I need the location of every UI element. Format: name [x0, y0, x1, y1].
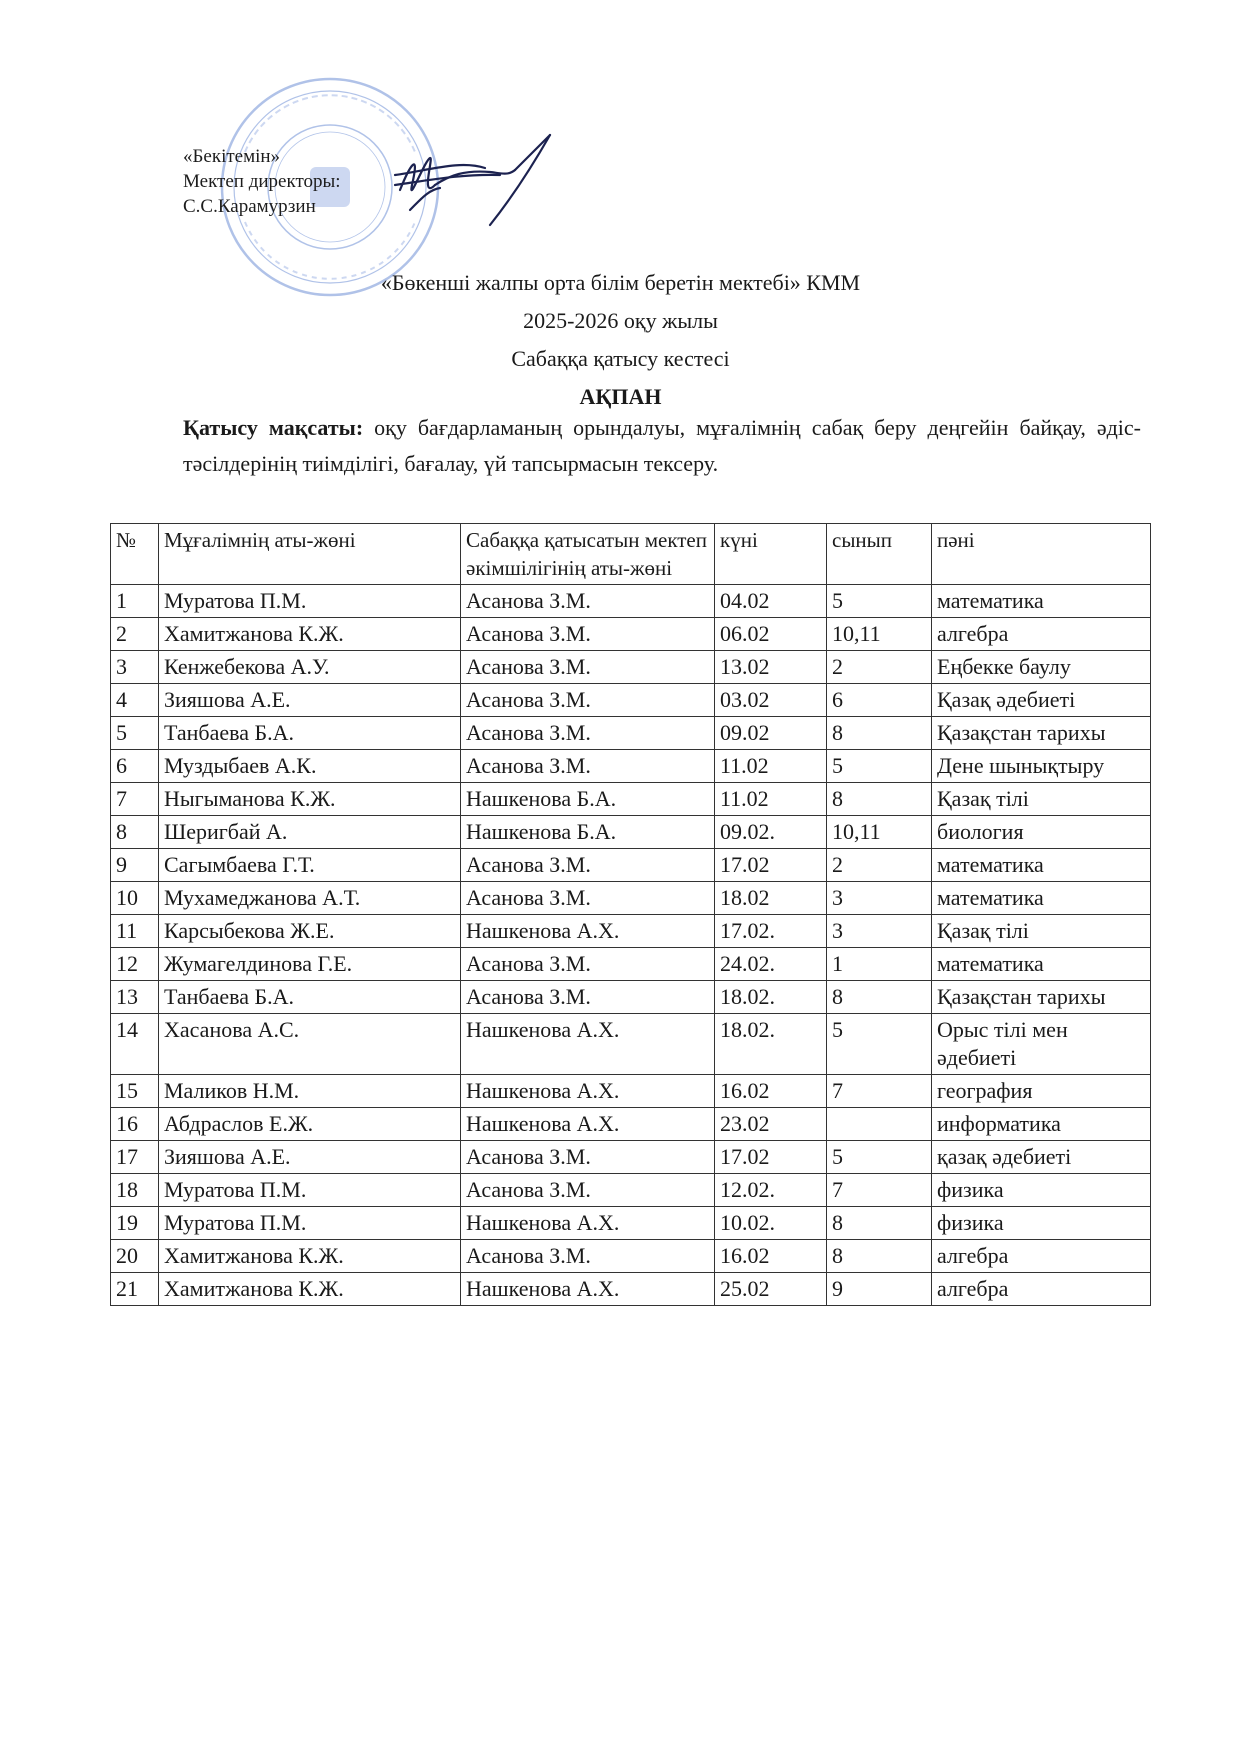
- table-row: [111, 915, 1151, 948]
- cell-subject: Қазақ тілі: [932, 783, 1151, 816]
- table-row: [111, 1014, 1151, 1075]
- cell-admin: Нашкенова А.Х.: [461, 1273, 715, 1306]
- cell-subject: Орыс тілі мен әдебиеті: [932, 1014, 1151, 1075]
- cell-teacher: Хасанова А.С.: [159, 1014, 461, 1075]
- cell-date: 06.02: [715, 618, 827, 651]
- cell-num: 12: [111, 948, 159, 981]
- cell-date: 25.02: [715, 1273, 827, 1306]
- cell-admin: Асанова З.М.: [461, 717, 715, 750]
- cell-teacher: Хамитжанова К.Ж.: [159, 1240, 461, 1273]
- cell-class: 6: [827, 684, 932, 717]
- table-row: [111, 1240, 1151, 1273]
- cell-class: 10,11: [827, 816, 932, 849]
- cell-class: 5: [827, 750, 932, 783]
- cell-class: [827, 1108, 932, 1141]
- cell-subject: қазақ әдебиеті: [932, 1141, 1151, 1174]
- cell-teacher: Муздыбаев А.К.: [159, 750, 461, 783]
- cell-class: 7: [827, 1174, 932, 1207]
- cell-admin: Асанова З.М.: [461, 1240, 715, 1273]
- cell-date: 23.02: [715, 1108, 827, 1141]
- cell-num: 7: [111, 783, 159, 816]
- cell-num: 20: [111, 1240, 159, 1273]
- cell-class: 3: [827, 915, 932, 948]
- cell-num: 11: [111, 915, 159, 948]
- cell-admin: Асанова З.М.: [461, 684, 715, 717]
- cell-subject: Еңбекке баулу: [932, 651, 1151, 684]
- table-row: [111, 585, 1151, 618]
- cell-num: 16: [111, 1108, 159, 1141]
- cell-num: 21: [111, 1273, 159, 1306]
- table-row: [111, 1174, 1151, 1207]
- approval-director-name: С.С.Карамурзин: [183, 196, 316, 217]
- header-num: №: [111, 524, 159, 585]
- cell-subject: биология: [932, 816, 1151, 849]
- table-row: [111, 651, 1151, 684]
- cell-class: 8: [827, 1207, 932, 1240]
- cell-date: 16.02: [715, 1075, 827, 1108]
- cell-admin: Асанова З.М.: [461, 585, 715, 618]
- table-row: [111, 1075, 1151, 1108]
- cell-admin: Асанова З.М.: [461, 1141, 715, 1174]
- table-row: [111, 783, 1151, 816]
- cell-num: 9: [111, 849, 159, 882]
- cell-class: 8: [827, 717, 932, 750]
- cell-date: 16.02: [715, 1240, 827, 1273]
- cell-teacher: Муратова П.М.: [159, 585, 461, 618]
- table-row: [111, 849, 1151, 882]
- cell-admin: Нашкенова А.Х.: [461, 1014, 715, 1075]
- cell-date: 10.02.: [715, 1207, 827, 1240]
- cell-teacher: Шеригбай А.: [159, 816, 461, 849]
- approval-position: Мектеп директоры:: [183, 171, 341, 192]
- cell-subject: география: [932, 1075, 1151, 1108]
- cell-date: 11.02: [715, 783, 827, 816]
- cell-num: 18: [111, 1174, 159, 1207]
- cell-admin: Асанова З.М.: [461, 849, 715, 882]
- table-row: [111, 1108, 1151, 1141]
- table-row: [111, 618, 1151, 651]
- cell-class: 2: [827, 849, 932, 882]
- schedule-table: [110, 523, 1151, 1306]
- cell-subject: Қазақстан тарихы: [932, 981, 1151, 1014]
- cell-num: 17: [111, 1141, 159, 1174]
- cell-teacher: Маликов Н.М.: [159, 1075, 461, 1108]
- cell-admin: Асанова З.М.: [461, 1174, 715, 1207]
- cell-subject: алгебра: [932, 618, 1151, 651]
- cell-admin: Нашкенова А.Х.: [461, 1075, 715, 1108]
- cell-teacher: Ныгыманова К.Ж.: [159, 783, 461, 816]
- purpose-paragraph: [183, 410, 1141, 482]
- cell-subject: математика: [932, 849, 1151, 882]
- cell-date: 24.02.: [715, 948, 827, 981]
- cell-admin: Нашкенова Б.А.: [461, 816, 715, 849]
- cell-num: 1: [111, 585, 159, 618]
- table-row: [111, 882, 1151, 915]
- organization-name: «Бөкенші жалпы орта білім беретін мектебі» КММ: [380, 270, 861, 295]
- table-row: [111, 948, 1151, 981]
- purpose-text: оқу бағдарламаның орындалуы, мұғалімнің сабақ беру деңгейін байқау, әдіс-тәсілдерінің тиімділігі, бағалау, үй тапсырмасын тексеру.: [183, 415, 1141, 476]
- cell-date: 11.02: [715, 750, 827, 783]
- table-row: [111, 717, 1151, 750]
- director-signature: [390, 130, 580, 240]
- cell-date: 17.02: [715, 849, 827, 882]
- cell-date: 18.02: [715, 882, 827, 915]
- table-row: [111, 1141, 1151, 1174]
- cell-admin: Асанова З.М.: [461, 948, 715, 981]
- table-row: [111, 1207, 1151, 1240]
- cell-subject: математика: [932, 948, 1151, 981]
- cell-subject: Қазақ тілі: [932, 915, 1151, 948]
- cell-num: 4: [111, 684, 159, 717]
- table-row: [111, 1273, 1151, 1306]
- cell-num: 2: [111, 618, 159, 651]
- cell-admin: Асанова З.М.: [461, 981, 715, 1014]
- cell-num: 3: [111, 651, 159, 684]
- cell-date: 17.02: [715, 1141, 827, 1174]
- month-title: АҚПАН: [579, 384, 662, 409]
- table-header-row: [111, 524, 1151, 585]
- cell-admin: Асанова З.М.: [461, 651, 715, 684]
- cell-date: 03.02: [715, 684, 827, 717]
- document-title: Сабаққа қатысу кестесі: [511, 346, 730, 371]
- cell-subject: математика: [932, 585, 1151, 618]
- cell-teacher: Муратова П.М.: [159, 1207, 461, 1240]
- cell-date: 18.02.: [715, 981, 827, 1014]
- cell-date: 17.02.: [715, 915, 827, 948]
- cell-num: 10: [111, 882, 159, 915]
- cell-num: 13: [111, 981, 159, 1014]
- cell-admin: Асанова З.М.: [461, 618, 715, 651]
- academic-year: 2025-2026 оқу жылы: [523, 308, 718, 333]
- cell-teacher: Мухамеджанова А.Т.: [159, 882, 461, 915]
- table-row: [111, 684, 1151, 717]
- cell-class: 1: [827, 948, 932, 981]
- cell-subject: информатика: [932, 1108, 1151, 1141]
- cell-date: 13.02: [715, 651, 827, 684]
- cell-num: 15: [111, 1075, 159, 1108]
- approval-line: «Бекітемін»: [183, 146, 281, 167]
- header-date: күні: [715, 524, 827, 585]
- cell-date: 12.02.: [715, 1174, 827, 1207]
- cell-teacher: Карсыбекова Ж.Е.: [159, 915, 461, 948]
- cell-num: 8: [111, 816, 159, 849]
- cell-num: 14: [111, 1014, 159, 1075]
- cell-admin: Нашкенова Б.А.: [461, 783, 715, 816]
- cell-subject: физика: [932, 1174, 1151, 1207]
- cell-class: 8: [827, 1240, 932, 1273]
- cell-teacher: Муратова П.М.: [159, 1174, 461, 1207]
- cell-class: 3: [827, 882, 932, 915]
- cell-subject: алгебра: [932, 1240, 1151, 1273]
- cell-date: 04.02: [715, 585, 827, 618]
- cell-teacher: Хамитжанова К.Ж.: [159, 618, 461, 651]
- cell-admin: Асанова З.М.: [461, 882, 715, 915]
- cell-teacher: Танбаева Б.А.: [159, 717, 461, 750]
- cell-class: 7: [827, 1075, 932, 1108]
- cell-subject: физика: [932, 1207, 1151, 1240]
- header-admin: Сабаққа қатысатын мектеп әкімшілігінің аты-жөні: [461, 524, 715, 585]
- cell-admin: Нашкенова А.Х.: [461, 1207, 715, 1240]
- cell-teacher: Зияшова А.Е.: [159, 1141, 461, 1174]
- table-row: [111, 750, 1151, 783]
- cell-admin: Асанова З.М.: [461, 750, 715, 783]
- cell-subject: Қазақстан тарихы: [932, 717, 1151, 750]
- cell-class: 8: [827, 783, 932, 816]
- cell-teacher: Кенжебекова А.У.: [159, 651, 461, 684]
- table-row: [111, 816, 1151, 849]
- cell-admin: Нашкенова А.Х.: [461, 1108, 715, 1141]
- cell-teacher: Зияшова А.Е.: [159, 684, 461, 717]
- cell-teacher: Абдраслов Е.Ж.: [159, 1108, 461, 1141]
- cell-class: 9: [827, 1273, 932, 1306]
- table-row: [111, 981, 1151, 1014]
- approval-block: [183, 144, 341, 219]
- cell-teacher: Сагымбаева Г.Т.: [159, 849, 461, 882]
- header-subject: пәні: [932, 524, 1151, 585]
- cell-date: 18.02.: [715, 1014, 827, 1075]
- cell-date: 09.02.: [715, 816, 827, 849]
- header-teacher: Мұғалімнің аты-жөні: [159, 524, 461, 585]
- cell-admin: Нашкенова А.Х.: [461, 915, 715, 948]
- cell-subject: математика: [932, 882, 1151, 915]
- cell-subject: алгебра: [932, 1273, 1151, 1306]
- purpose-label: Қатысу мақсаты:: [183, 415, 364, 440]
- cell-num: 5: [111, 717, 159, 750]
- cell-subject: Қазақ әдебиеті: [932, 684, 1151, 717]
- cell-teacher: Жумагелдинова Г.Е.: [159, 948, 461, 981]
- cell-date: 09.02: [715, 717, 827, 750]
- cell-teacher: Танбаева Б.А.: [159, 981, 461, 1014]
- cell-class: 5: [827, 1014, 932, 1075]
- cell-class: 10,11: [827, 618, 932, 651]
- cell-num: 19: [111, 1207, 159, 1240]
- cell-class: 8: [827, 981, 932, 1014]
- cell-subject: Дене шынықтыру: [932, 750, 1151, 783]
- header-class: сынып: [827, 524, 932, 585]
- cell-num: 6: [111, 750, 159, 783]
- cell-teacher: Хамитжанова К.Ж.: [159, 1273, 461, 1306]
- cell-class: 2: [827, 651, 932, 684]
- cell-class: 5: [827, 585, 932, 618]
- cell-class: 5: [827, 1141, 932, 1174]
